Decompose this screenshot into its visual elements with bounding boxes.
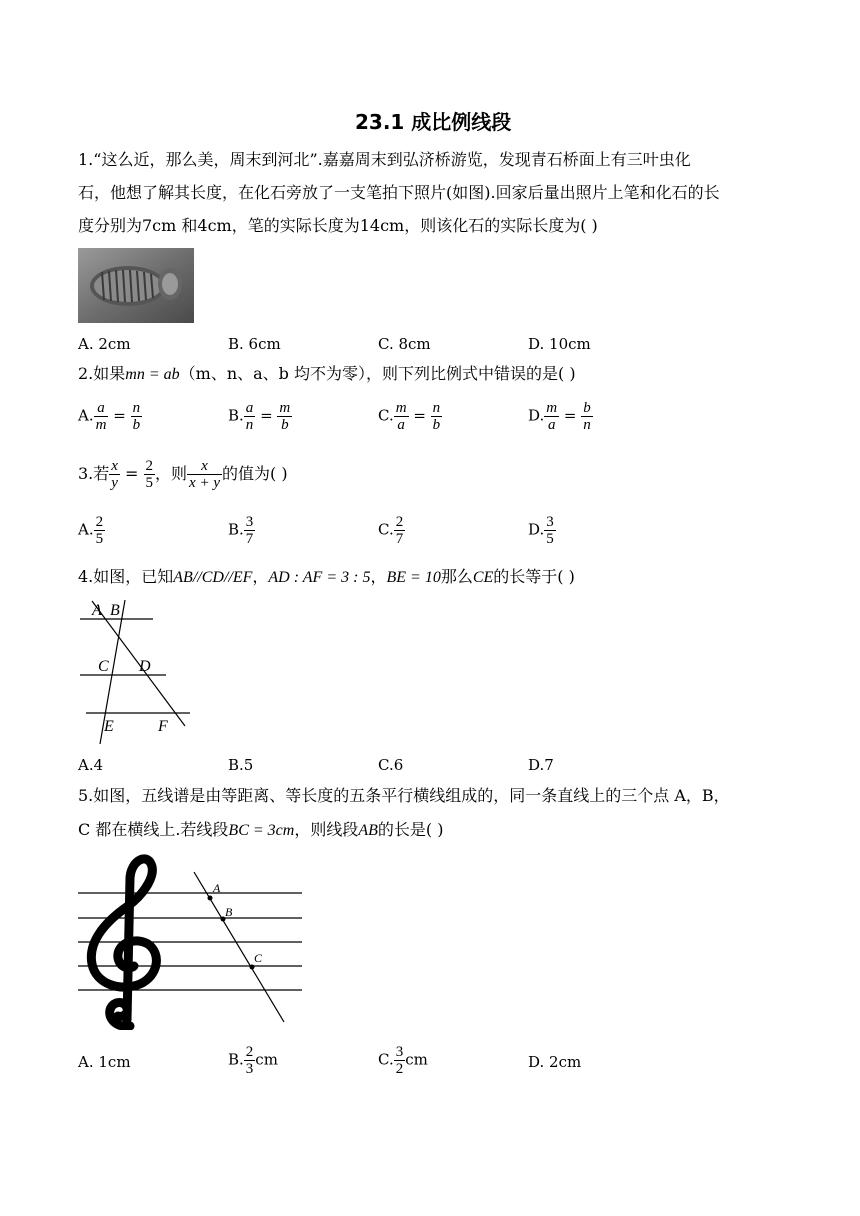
q5-option-c-unit: cm <box>405 1050 428 1069</box>
q5-line2 <box>78 814 443 847</box>
q5-math-1: BC = 3cm <box>228 822 295 839</box>
q1-line2: 石，他想了解其长度，在化石旁放了一支笔拍下照片(如图).回家后量出照片上笔和化石的长 <box>78 183 720 202</box>
q3-prefix: 3.若 <box>78 464 110 483</box>
frac-num: n <box>432 400 441 416</box>
frac-den: b <box>132 417 141 433</box>
q5-option-a-label: A. <box>78 1053 94 1071</box>
q5-music-staff-figure <box>78 848 303 1030</box>
q1-option-b[interactable]: B. 6cm <box>228 335 281 353</box>
frac-num: 2 <box>245 1044 254 1060</box>
frac-den: a <box>397 417 405 433</box>
frac-num: x <box>111 458 118 474</box>
q4-label-b: B <box>110 602 120 619</box>
q2-option-d[interactable]: D. $\frac{m}{a}$ = $\frac{b}{n}$ <box>528 400 591 433</box>
q4-option-d[interactable]: D.7 <box>528 756 554 774</box>
q5-option-a[interactable] <box>78 1053 131 1071</box>
frac-num: 2 <box>95 514 104 530</box>
q4-math-1: AB//CD//EF <box>173 569 253 586</box>
frac-den: x + y <box>189 475 220 491</box>
frac-den: 5 <box>546 531 554 547</box>
q5-option-b-unit: cm <box>255 1050 278 1069</box>
frac-num: a <box>245 400 254 416</box>
frac-num: 3 <box>546 514 554 530</box>
frac-den: 5 <box>145 475 154 491</box>
q3-suffix: 的值为( ) <box>221 464 288 483</box>
q4-text-a: 4.如图，已知 <box>78 567 174 586</box>
q4-label-a: A <box>92 602 102 619</box>
q4-parallel-lines-figure <box>78 598 193 748</box>
q5-option-b[interactable] <box>228 1044 278 1077</box>
q5-label-c: C <box>254 951 263 965</box>
q4-math-4: CE <box>472 569 494 586</box>
frac-num: b <box>583 400 591 416</box>
q2-equation: mn = ab <box>125 366 180 383</box>
frac-den: b <box>432 417 441 433</box>
q5-option-c-label: C. <box>378 1050 394 1069</box>
frac-den: 7 <box>395 531 404 547</box>
frac-den: b <box>281 417 289 433</box>
frac-num: 3 <box>245 514 254 530</box>
frac-den: 7 <box>245 531 254 547</box>
q1-line1: 1.“这么近，那么美，周末到河北”.嘉嘉周末到弘济桥游览，发现青石桥面上有三叶虫化 <box>78 150 691 169</box>
frac-den: a <box>547 417 556 433</box>
q2-option-c-label: C. <box>378 406 394 425</box>
frac-num: 3 <box>395 1044 404 1060</box>
frac-den: 3 <box>245 1061 254 1077</box>
q4-label-c: C <box>98 658 109 675</box>
q5-math-2: AB <box>358 822 378 839</box>
q4-option-b[interactable]: B.5 <box>228 756 254 774</box>
frac-num: x <box>187 458 222 475</box>
q2-middle: （m、n、a、b 均不为零），则下列比例式中错误的是( ) <box>179 364 576 383</box>
q1-option-a[interactable]: A. 2cm <box>78 335 131 353</box>
q4-label-f: F <box>158 718 168 735</box>
q3-option-a-label: A. <box>78 520 94 539</box>
q5-line1: 5.如图，五线谱是由等距离、等长度的五条平行横线组成的，同一条直线上的三个点 A，B， <box>78 786 730 805</box>
frac-den: n <box>583 417 591 433</box>
frac-num: m <box>546 400 558 416</box>
q2-option-b[interactable]: B. $\frac{a}{n}$ = $\frac{m}{b}$ <box>228 400 291 433</box>
q4-text-c: ， <box>370 567 387 586</box>
frac-num: a <box>94 400 109 417</box>
q2-option-b-label: B. <box>228 406 244 425</box>
trilobite-fossil-image <box>78 248 194 323</box>
q4-label-e: E <box>104 718 114 735</box>
q3-option-c-label: C. <box>378 520 394 539</box>
q5-option-a-text: 1cm <box>98 1053 131 1071</box>
q1-option-d[interactable]: D. 10cm <box>528 335 591 353</box>
q5-label-a: A <box>213 881 221 895</box>
frac-num: m <box>279 400 291 416</box>
frac-den: m <box>95 417 107 433</box>
q3-stem: 3.若 $\frac{x}{y}$ = $\frac{2}{5}$ ，则 $\frac{x}{x + y}$ 的值为( ) <box>78 458 288 491</box>
q4-math-3: BE = 10 <box>386 569 441 586</box>
frac-num: 2 <box>395 514 404 530</box>
q3-option-b[interactable] <box>228 514 255 547</box>
q4-text-b: ， <box>252 567 269 586</box>
q3-option-c[interactable] <box>378 514 405 547</box>
q5-option-d[interactable] <box>528 1053 581 1071</box>
page-title: 23.1 成比例线段 <box>355 110 512 134</box>
q5-text-c: 的长是( ) <box>377 820 444 839</box>
q4-option-c[interactable]: C.6 <box>378 756 404 774</box>
q5-option-d-label: D. <box>528 1053 545 1071</box>
frac-den: 5 <box>95 531 104 547</box>
q4-text-d: 那么 <box>440 567 473 586</box>
q2-stem <box>78 358 576 391</box>
q5-text-b: ，则线段 <box>294 820 359 839</box>
q3-option-a[interactable] <box>78 514 105 547</box>
q2-prefix: 2.如果 <box>78 364 126 383</box>
frac-den: n <box>245 417 254 433</box>
q1-line3: 度分别为7cm 和4cm，笔的实际长度为14cm，则该化石的实际长度为( ) <box>78 216 598 235</box>
q3-option-d[interactable] <box>528 514 556 547</box>
q5-label-b: B <box>225 905 233 919</box>
q4-math-2: AD : AF = 3 : 5 <box>268 569 371 586</box>
frac-num: n <box>132 400 141 416</box>
frac-den: y <box>111 475 118 491</box>
q5-option-c[interactable] <box>378 1044 428 1077</box>
q2-option-c[interactable]: C. $\frac{m}{a}$ = $\frac{n}{b}$ <box>378 400 441 433</box>
q1-option-c[interactable]: C. 8cm <box>378 335 431 353</box>
q3-mid: ，则 <box>155 464 188 483</box>
q2-option-a-label: A. <box>78 406 94 425</box>
q4-label-d: D <box>139 658 151 675</box>
q3-option-b-label: B. <box>228 520 244 539</box>
frac-num: 2 <box>145 458 154 474</box>
q4-option-a[interactable]: A.4 <box>78 756 104 774</box>
q4-stem <box>78 561 575 594</box>
q4-text-e: 的长等于( ) <box>493 567 575 586</box>
q2-option-d-label: D. <box>528 406 545 425</box>
q5-text-a: C 都在横线上.若线段 <box>78 820 229 839</box>
q2-option-a[interactable]: A. $\frac{a}{m}$ = $\frac{n}{b}$ <box>78 400 141 433</box>
frac-num: m <box>395 400 407 416</box>
q5-option-b-label: B. <box>228 1050 244 1069</box>
q5-option-d-text: 2cm <box>549 1053 582 1071</box>
q3-option-d-label: D. <box>528 520 545 539</box>
frac-den: 2 <box>395 1061 404 1077</box>
